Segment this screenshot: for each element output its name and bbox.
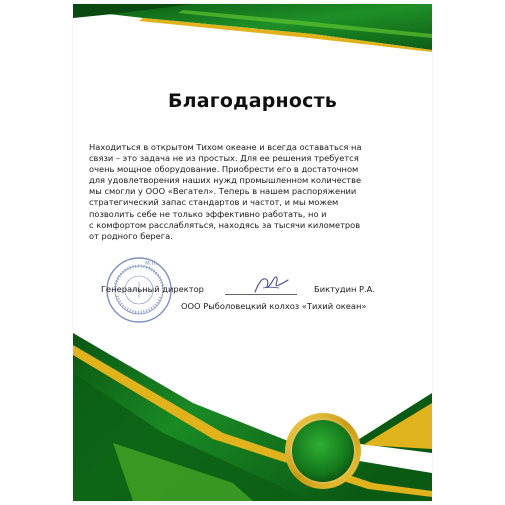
stamp-label: М.П. — [145, 261, 158, 267]
signatory-name: Биктудин Р.А. — [314, 284, 375, 294]
body-line: от родного берега. — [89, 230, 173, 241]
organization-name: ООО Рыболовецкий колхоз «Тихий океан» — [181, 301, 367, 311]
body-line: связи – это задача не из простых. Для ее решения требуется — [89, 153, 359, 164]
signatory-role: Генеральный директор — [101, 284, 204, 294]
body-text — [89, 142, 389, 242]
document-title: Благодарность — [167, 90, 338, 112]
handwritten-signature — [249, 270, 291, 296]
body-line: Находиться в открытом Тихом океане и всегда оставаться на — [89, 142, 362, 152]
body-line: очень мощное оборудование. Приобрести его в достаточном — [89, 164, 359, 175]
body-line: стратегический запас стандартов и частот, и мы можем — [89, 197, 339, 208]
bottom-decorative-band — [73, 333, 432, 501]
body-line: для удовлетворения наших нужд промышленном количестве — [89, 175, 362, 186]
certificate-sheet — [73, 4, 432, 501]
body-line: с комфортом расслабляться, находясь за тысячи километров — [89, 219, 361, 230]
body-line: мы смогли у ООО «Вегател». Теперь в нашем распоряжении — [89, 186, 357, 197]
top-decorative-band — [73, 4, 432, 52]
body-line: позволить себе не только эффективно работать, но и — [89, 208, 327, 219]
